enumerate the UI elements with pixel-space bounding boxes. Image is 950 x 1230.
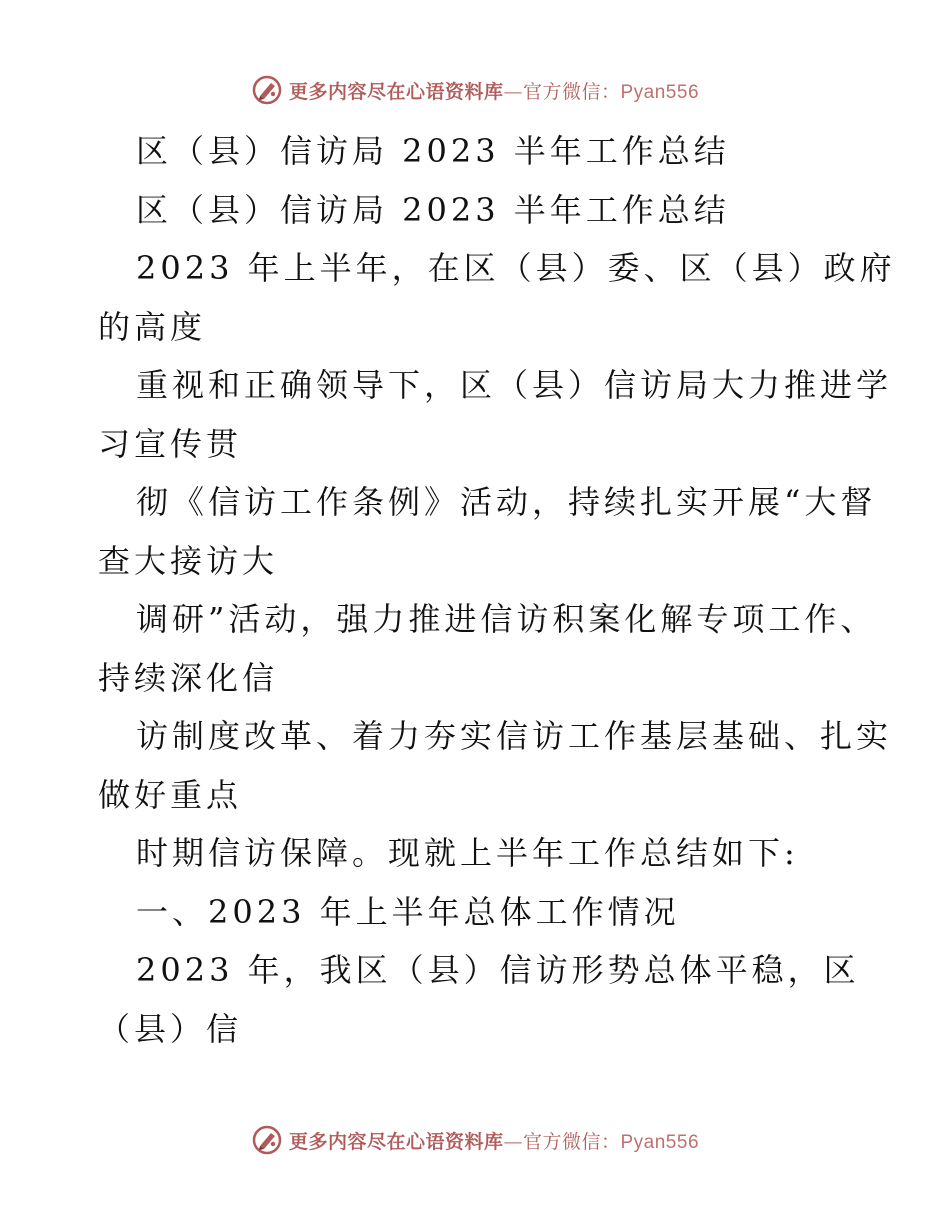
text-line: 查大接访大	[98, 541, 279, 580]
text-line: 做好重点	[98, 775, 243, 814]
text-line: 2023 年，我区（县）信访形势总体平稳，区	[136, 951, 860, 989]
watermark-wechat-label: 官方微信：	[522, 80, 621, 103]
watermark-text	[289, 1127, 699, 1154]
watermark-text	[289, 77, 699, 104]
watermark-footer	[0, 1120, 950, 1160]
watermark-wechat-label: 官方微信：	[522, 1130, 621, 1153]
text-line: 习宣传贯	[98, 424, 243, 463]
text-line: 2023 年上半年，在区（县）委、区（县）政府	[136, 249, 896, 287]
pen-logo-icon	[251, 1124, 283, 1156]
text-line: （县）信	[98, 1009, 243, 1048]
document-body	[98, 122, 896, 1058]
text-line: 重视和正确领导下，区（县）信访局大力推进学	[136, 366, 893, 404]
text-line: 持续深化信	[98, 658, 279, 697]
text-line: 调研”活动，强力推进信访积案化解专项工作、	[136, 600, 877, 638]
text-line: 彻《信访工作条例》活动，持续扎实开展“大督	[136, 483, 877, 521]
text-line: 的高度	[98, 307, 207, 346]
watermark-handle: Pyan556	[620, 1131, 700, 1153]
watermark-separator: —	[503, 80, 523, 103]
watermark-separator: —	[503, 1130, 523, 1153]
watermark-handle: Pyan556	[620, 81, 700, 103]
text-line: 区（县）信访局 2023 半年工作总结	[136, 190, 730, 229]
text-line: 区（县）信访局 2023 半年工作总结	[136, 132, 730, 170]
watermark-header	[0, 70, 950, 110]
text-line: 时期信访保障。现就上半年工作总结如下:	[136, 834, 799, 872]
watermark-main: 更多内容尽在心语资料库	[288, 80, 504, 103]
text-line: 访制度改革、着力夯实信访工作基层基础、扎实	[136, 717, 893, 755]
watermark-main: 更多内容尽在心语资料库	[288, 1130, 504, 1153]
pen-logo-icon	[251, 74, 283, 106]
text-line: 一、2023 年上半年总体工作情况	[136, 892, 680, 931]
